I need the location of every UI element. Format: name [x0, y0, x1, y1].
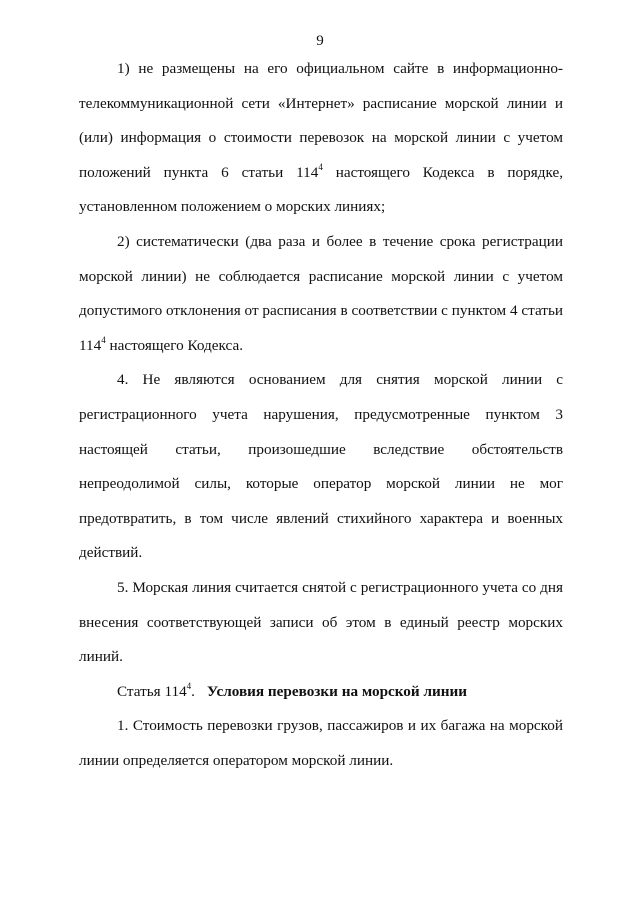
paragraph-item-1 — [79, 52, 563, 225]
superscript: 4 — [101, 334, 106, 345]
paragraph-text: настоящего Кодекса. — [105, 336, 243, 354]
article-label: Статья 114 — [117, 682, 187, 700]
article-title: Условия перевозки на морской линии — [206, 682, 467, 700]
document-body — [79, 52, 563, 778]
paragraph-text: 1) не размещены на его официальном сайте в информационно-телекоммуникационной сети «Интернет» расписание морской линии и (или) информация о стоимости перевозок на морской линии с учетом положений пункта 6 статьи 114 — [79, 60, 563, 181]
paragraph-text: 2) систематически (два раза и более в течение срока регистрации морской линии) не соблюдается расписание морской линии с учетом допустимого отклонения от расписания в соответствии с пунктом 4 статьи 114 — [79, 232, 563, 354]
article-superscript: 4 — [186, 680, 192, 691]
paragraph-point-4: 4. Не являются основанием для снятия морской линии с регистрационного учета нарушения, предусмотренные пунктом 3 настоящей статьи, произошедшие вследствие обстоятельств непреодолимой силы, которые оператор морской линии не мог предотвратить, в том числе явлений стихийного характера и военных действий. — [79, 371, 563, 562]
paragraph-article-point-1: 1. Стоимость перевозки грузов, пассажиров и их багажа на морской линии определяется оператором морской линии. — [79, 717, 563, 769]
article-heading — [79, 675, 563, 710]
page-number: 9 — [316, 33, 324, 49]
superscript: 4 — [318, 161, 323, 172]
paragraph-text: настоящего Кодекса в порядке, установленном положением о морских линиях; — [79, 163, 563, 216]
paragraph-item-2 — [79, 225, 563, 363]
paragraph-point-5: 5. Морская линия считается снятой с регистрационного учета со дня внесения соответствующей записи об этом в единый реестр морских линий. — [79, 578, 563, 666]
article-label-suffix: . — [191, 682, 195, 700]
